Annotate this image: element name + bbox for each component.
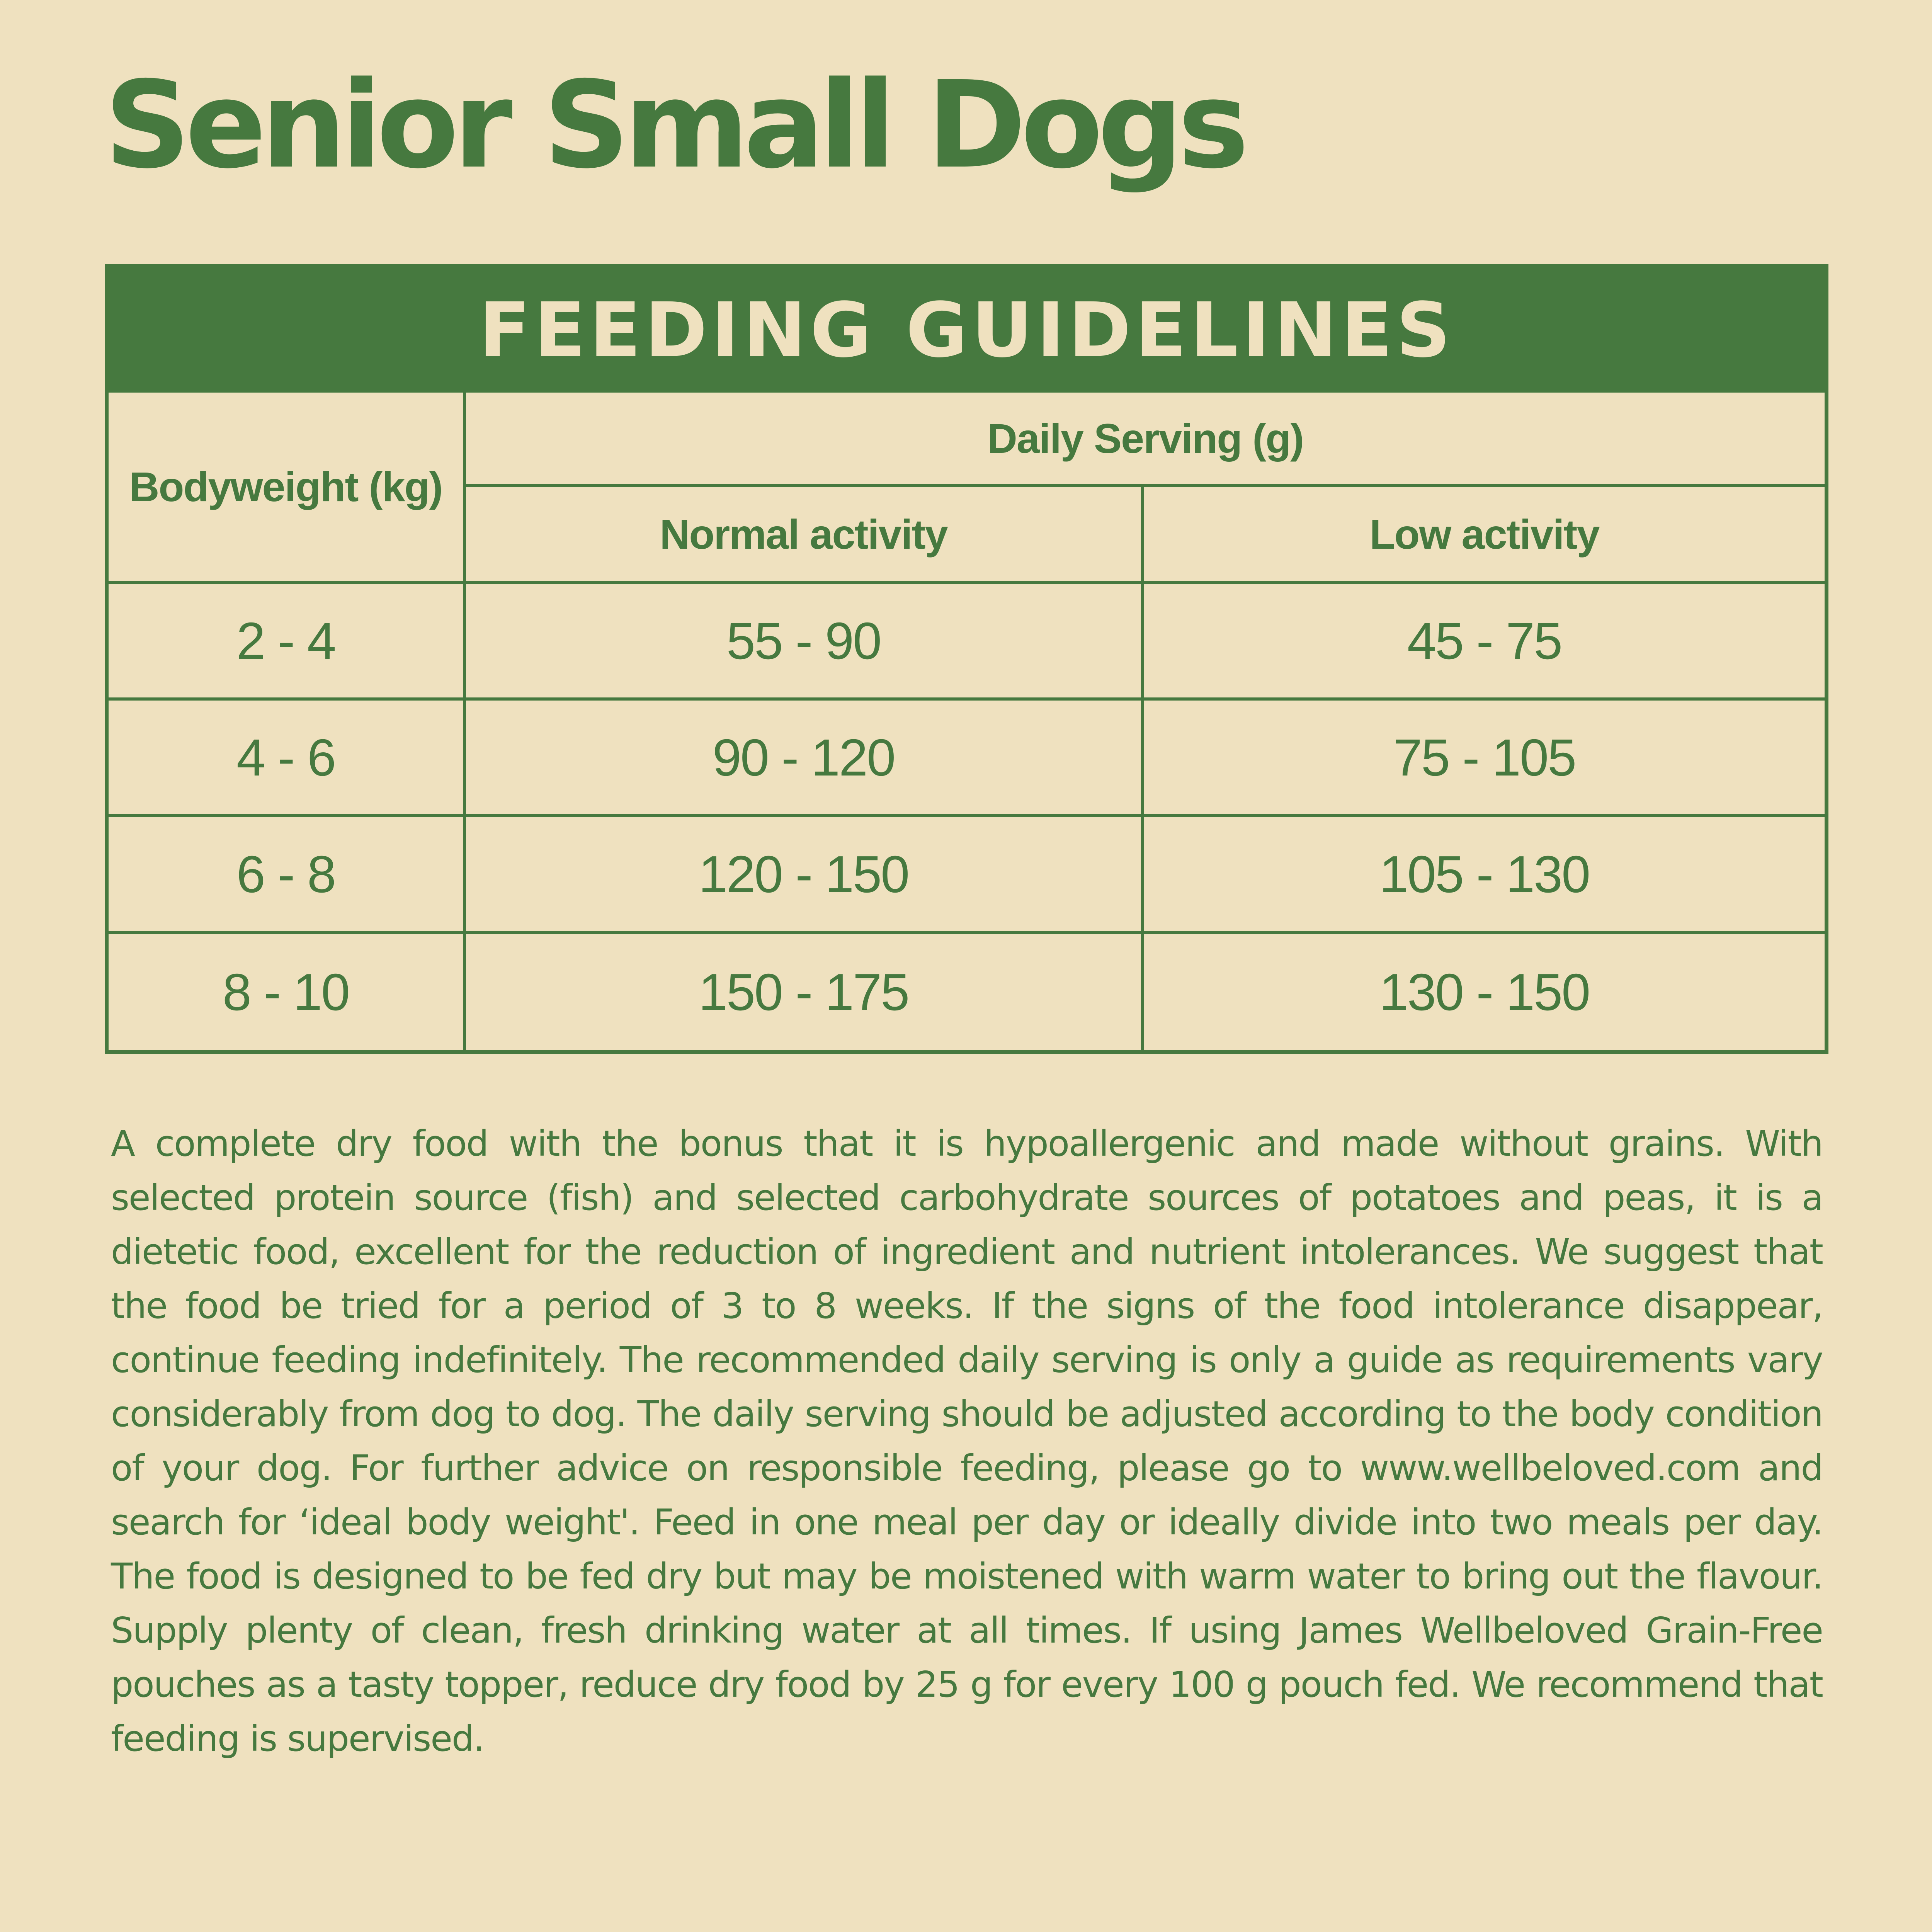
table-cell-low: 75 - 105 [1144, 701, 1825, 817]
table-cell-bodyweight: 6 - 8 [109, 817, 466, 934]
product-description: A complete dry food with the bonus that it is hypoallergenic and made without grains. With selected protein source (fish) and selected carbohydrate sources of potatoes and peas, it is a dietetic food, excellent for the reduction of ingredient and nutrient intolerances. We suggest that the food be tried for a period of 3 to 8 weeks. If the signs of the food intolerance disappear, continue feeding indefinitely. The recommended daily serving is only a guide as requirements vary considerably from dog to dog. The daily serving should be adjusted according to the body condition of your dog. For further advice on responsible feeding, please go to www.wellbeloved.com and search for ‘ideal body weight'. Feed in one meal per day or ideally divide into two meals per day. The food is designed to be fed dry but may be moistened with warm water to bring out the flavour. Supply plenty of clean, fresh drinking water at all times. If using James Wellbeloved Grain-Free pouches as a tasty topper, reduce dry food by 25 g for every 100 g pouch fed. We recommend that feeding is supervised. [111, 1123, 1823, 1759]
table-cell-low: 45 - 75 [1144, 584, 1825, 701]
table-cell-low: 130 - 150 [1379, 963, 1590, 1021]
table-cell-bodyweight: 2 - 4 [109, 584, 466, 701]
normal-activity-header: Normal activity [466, 487, 1144, 584]
table-cell-normal: 120 - 150 [466, 817, 1144, 934]
table-banner [109, 268, 1825, 393]
table-grid [109, 393, 1825, 1050]
low-activity-header: Low activity [1144, 487, 1825, 584]
table-cell-normal: 55 - 90 [466, 584, 1144, 701]
feeding-guidelines-table [105, 264, 1828, 1054]
table-cell-normal: 90 - 120 [466, 701, 1144, 817]
table-cell-bodyweight: 4 - 6 [109, 701, 466, 817]
table-cell-normal: 150 - 175 [466, 934, 1144, 1050]
daily-serving-header: Daily Serving (g) [466, 393, 1825, 487]
bodyweight-header: Bodyweight (kg) [109, 393, 466, 584]
table-banner-title: FEEDING GUIDELINES [479, 286, 1454, 374]
page-title: Senior Small Dogs [104, 56, 1244, 195]
table-cell-bodyweight: 8 - 10 [109, 934, 466, 1050]
table-cell-low: 105 - 130 [1144, 817, 1825, 934]
